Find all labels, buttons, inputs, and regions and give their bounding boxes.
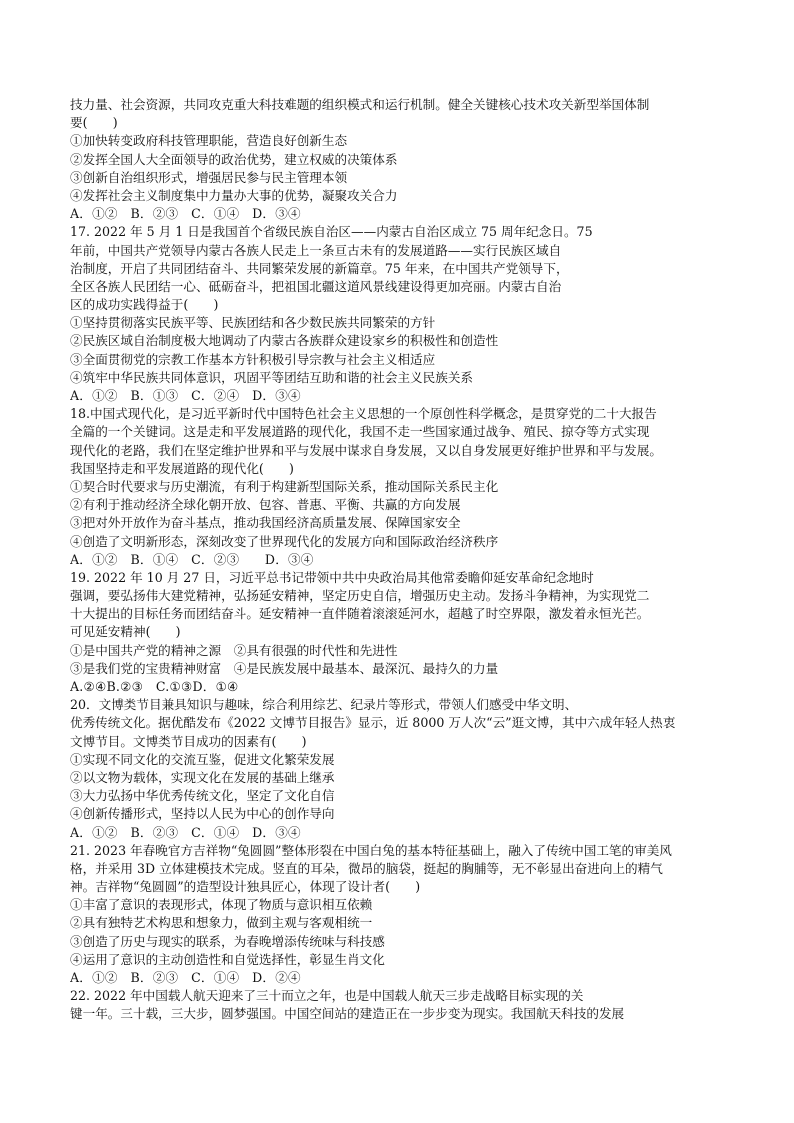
text-line: 我国坚持走和平发展道路的现代化( ): [70, 460, 294, 476]
option-line: ①丰富了意识的表现形式，体现了物质与意识相互依赖: [70, 897, 373, 913]
text-line: 可见延安精神( ): [70, 624, 181, 640]
text-line: 全篇的一个关键词。这是走和平发展道路的现代化，我国不走一些国家通过战争、殖民、掠夺等方式实现: [70, 424, 650, 440]
option-line: ③把对外开放作为奋斗基点，推动我国经济高质量发展、保障国家安全: [70, 515, 461, 531]
text-line: 十大提出的目标任务而团结奋斗。延安精神一直伴随着滚滚延河水，超越了时空界限，激发着永恒光芒。: [70, 606, 650, 622]
option-line: ③创新自治组织形式，增强居民参与民主管理本领: [70, 169, 348, 185]
option-line: ③全面贯彻党的宗教工作基本方针积极引导宗教与社会主义相适应: [70, 351, 436, 367]
option-line: ①加快转变政府科技管理职能，营造良好创新生态: [70, 133, 348, 149]
option-line: ④创新传播形式，坚持以人民为中心的创作导向: [70, 806, 335, 822]
option-line: ④创造了文明新形态，深刻改变了世界现代化的发展方向和国际政治经济秩序: [70, 533, 499, 549]
question-22: 22. 2022 年中国载人航天迎来了三十而立之年，也是中国载人航天三步走战略目标实现的关: [70, 988, 584, 1004]
question-20: 20．文博类节目兼具知识与趣味，综合利用综艺、纪录片等形式，带领人们感受中华文明、: [70, 697, 578, 713]
text-line: 文博节目。文博类节目成功的因素有( ): [70, 733, 307, 749]
text-line: 神。吉祥物“兔圆圆”的造型设计独具匠心，体现了设计者( ): [70, 879, 421, 895]
text-line: 全区各族人民团结一心、砥砺奋斗，把祖国北疆这道风景线建设得更加亮丽。内蒙古自治: [70, 278, 562, 294]
text-line: 现代化的老路，我们在坚定维护世界和平与发展中谋求自身发展，又以自身发展更好维护世界和平与发展。: [70, 442, 662, 458]
answer-choices: A.②④B.②③ C.①③D．①④: [70, 679, 239, 694]
option-line: ①是中国共产党的精神之源 ②具有很强的时代性和先进性: [70, 642, 398, 658]
option-line: ④筑牢中华民族共同体意识，巩固平等团结互助和谐的社会主义民族关系: [70, 369, 473, 385]
option-line: ①坚持贯彻落实民族平等、民族团结和各少数民族共同繁荣的方针: [70, 315, 436, 331]
answer-choices: A．①② B．①④ C．②③ D．③④: [70, 551, 314, 567]
answer-choices: A．①② B．②③ C．①④ D．③④: [70, 206, 301, 222]
text-line: 强调，要弘扬伟大建党精神，弘扬延安精神，坚定历史自信，增强历史主动。发扬斗争精神，为实现党二: [70, 588, 650, 604]
question-21: 21. 2023 年春晚官方吉祥物“兔圆圆”整体形裂在中国白兔的基本特征基础上，融入了传统中国工笔的审美风: [70, 842, 672, 858]
text-line: 治制度，开启了共同团结奋斗、共同繁荣发展的新篇章。75 年来，在中国共产党领导下，: [70, 260, 569, 276]
text-line: 年前，中国共产党领导内蒙古各族人民走上一条亘古未有的发展道路——实行民族区域自: [70, 242, 562, 258]
option-line: ②有利于推动经济全球化朝开放、包容、普惠、平衡、共赢的方向发展: [70, 497, 461, 513]
option-line: ②民族区域自治制度极大地调动了内蒙古各族群众建设家乡的积极性和创造性: [70, 333, 499, 349]
text-line: 区的成功实践得益于( ): [70, 297, 219, 313]
question-18: 18.中国式现代化，是习近平新时代中国特色社会主义思想的一个原创性科学概念，是贯穿党的二十大报告: [70, 406, 657, 422]
option-line: ③是我们党的宝贵精神财富 ④是民族发展中最基本、最深沉、最持久的力量: [70, 660, 499, 676]
option-line: ③创造了历史与现实的联系，为春晚增添传统味与科技感: [70, 933, 385, 949]
question-17: 17. 2022 年 5 月 1 日是我国首个省级民族自治区——内蒙古自治区成立 75 周年纪念日。75: [70, 224, 593, 240]
option-line: ②以文物为载体，实现文化在发展的基础上继承: [70, 769, 335, 785]
option-line: ③大力弘扬中华优秀传统文化，坚定了文化自信: [70, 788, 335, 804]
option-line: ④发挥社会主义制度集中力量办大事的优势，凝聚攻关合力: [70, 187, 398, 203]
option-line: ②发挥全国人大全面领导的政治优势，建立权威的决策体系: [70, 151, 398, 167]
option-line: ④运用了意识的主动创造性和自觉选择性，彰显生肖文化: [70, 951, 385, 967]
question-19: 19. 2022 年 10 月 27 日，习近平总书记带领中共中央政治局其他常委瞻仰延安革命纪念地时: [70, 569, 594, 585]
option-line: ②具有独特艺术构思和想象力，做到主观与客观相统一: [70, 915, 373, 931]
text-line: 格，并采用 3D 立体建模技术完成。竖直的耳朵，微昂的脑袋，挺起的胸脯等，无不彰显出奋进向上的精气: [70, 860, 663, 876]
answer-choices: A．①② B．②③ C．①④ D．②④: [70, 970, 301, 985]
text-line: 要( ): [70, 115, 118, 131]
option-line: ①契合时代要求与历史潮流，有利于构建新型国际关系，推动国际关系民主化: [70, 478, 499, 494]
exam-page: [70, 96, 730, 1024]
text-line: 技力量、社会资源，共同攻克重大科技难题的组织模式和运行机制。健全关键核心技术攻关新型举国体制: [70, 97, 650, 112]
option-line: ①实现不同文化的交流互鉴，促进文化繁荣发展: [70, 751, 335, 767]
text-line: 键一年。三十载，三大步，圆梦强国。中国空间站的建造正在一步步变为现实。我国航天科技的发展: [70, 1006, 625, 1022]
answer-choices: A．①② B．②③ C．①④ D．③④: [70, 824, 301, 840]
answer-choices: A．①② B．①③ C．②④ D．③④: [70, 388, 301, 403]
text-line: 优秀传统文化。据优酷发布《2022 文博节目报告》显示，近 8000 万人次“云”逛文博，其中六成年轻人热衷: [70, 715, 676, 731]
